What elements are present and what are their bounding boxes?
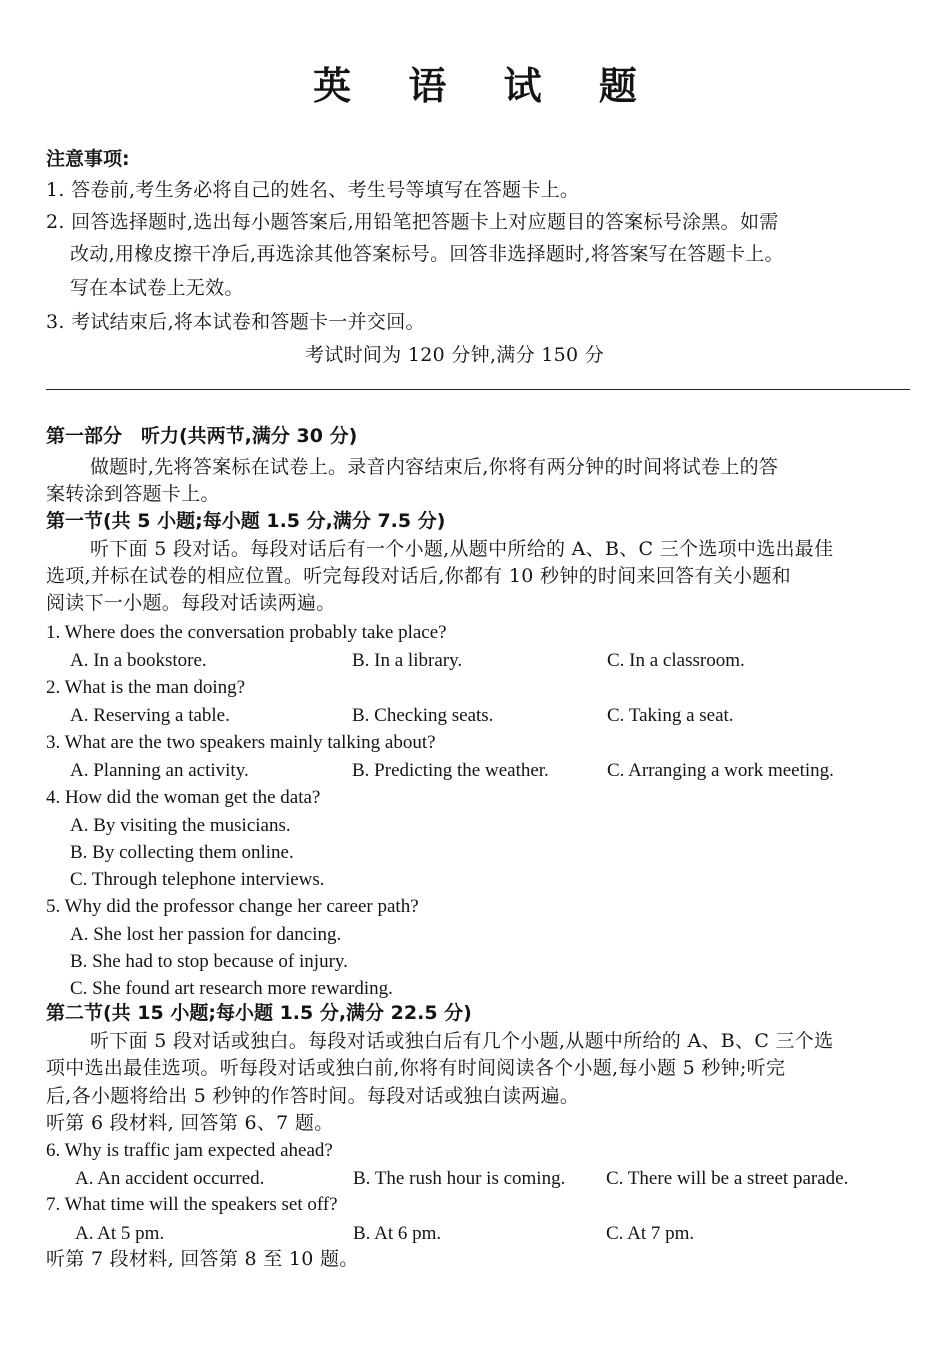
question-4-option-b: B. By collecting them online. xyxy=(70,842,294,863)
section2-intro-line-2: 项中选出最佳选项。听每段对话或独白前,你将有时间阅读各个小题,每小题 5 秒钟;听完 xyxy=(46,1057,786,1079)
section1-intro-line-2: 选项,并标在试卷的相应位置。听完每段对话后,你都有 10 秒钟的时间来回答有关小题和 xyxy=(46,565,791,587)
question-6-stem: 6. Why is traffic jam expected ahead? xyxy=(46,1140,333,1161)
notice-item-1: 1. 答卷前,考生务必将自己的姓名、考生号等填写在答题卡上。 xyxy=(46,179,580,201)
question-5-stem: 5. Why did the professor change her career path? xyxy=(46,896,419,917)
question-7-stem: 7. What time will the speakers set off? xyxy=(46,1194,338,1215)
question-2-option-c: C. Taking a seat. xyxy=(607,705,734,726)
section2-intro-line-1: 听下面 5 段对话或独白。每段对话或独白后有几个小题,从题中所给的 A、B、C 三个选 xyxy=(90,1030,834,1052)
material-6-instruction: 听第 6 段材料, 回答第 6、7 题。 xyxy=(46,1112,334,1134)
question-5-option-c: C. She found art research more rewarding. xyxy=(70,978,393,999)
part1-intro-line-2: 案转涂到答题卡上。 xyxy=(46,483,220,505)
notice-item-2-line-3: 写在本试卷上无效。 xyxy=(70,277,244,299)
question-1-option-a: A. In a bookstore. xyxy=(70,650,207,671)
question-3-option-b: B. Predicting the weather. xyxy=(352,760,549,781)
question-1-stem: 1. Where does the conversation probably take place? xyxy=(46,622,447,643)
part1-intro-line-1: 做题时,先将答案标在试卷上。录音内容结束后,你将有两分钟的时间将试卷上的答 xyxy=(90,456,779,478)
question-3-option-c: C. Arranging a work meeting. xyxy=(607,760,834,781)
question-6-option-b: B. The rush hour is coming. xyxy=(353,1168,566,1189)
section2-heading: 第二节(共 15 小题;每小题 1.5 分,满分 22.5 分) xyxy=(46,1002,472,1024)
question-7-option-c: C. At 7 pm. xyxy=(606,1223,695,1244)
notice-item-3: 3. 考试结束后,将本试卷和答题卡一并交回。 xyxy=(46,311,425,333)
question-1-option-b: B. In a library. xyxy=(352,650,463,671)
notice-item-2-line-2: 改动,用橡皮擦干净后,再选涂其他答案标号。回答非选择题时,将答案写在答题卡上。 xyxy=(70,243,784,265)
question-2-option-b: B. Checking seats. xyxy=(352,705,494,726)
exam-info: 考试时间为 120 分钟,满分 150 分 xyxy=(305,344,605,366)
material-7-instruction: 听第 7 段材料, 回答第 8 至 10 题。 xyxy=(46,1248,359,1270)
divider-rule xyxy=(46,389,910,390)
question-6-option-a: A. An accident occurred. xyxy=(75,1168,265,1189)
question-7-option-b: B. At 6 pm. xyxy=(353,1223,442,1244)
question-5-option-b: B. She had to stop because of injury. xyxy=(70,951,348,972)
section1-intro-line-3: 阅读下一小题。每段对话读两遍。 xyxy=(46,592,336,614)
page-title: 英 语 试 题 xyxy=(313,64,659,108)
question-3-stem: 3. What are the two speakers mainly talking about? xyxy=(46,732,436,753)
question-4-option-a: A. By visiting the musicians. xyxy=(70,815,291,836)
question-7-option-a: A. At 5 pm. xyxy=(75,1223,165,1244)
section2-intro-line-3: 后,各小题将给出 5 秒钟的作答时间。每段对话或独白读两遍。 xyxy=(46,1085,580,1107)
question-4-option-c: C. Through telephone interviews. xyxy=(70,869,325,890)
question-1-option-c: C. In a classroom. xyxy=(607,650,745,671)
question-3-option-a: A. Planning an activity. xyxy=(70,760,249,781)
section1-intro-line-1: 听下面 5 段对话。每段对话后有一个小题,从题中所给的 A、B、C 三个选项中选出最佳 xyxy=(90,538,834,560)
part1-heading: 第一部分 听力(共两节,满分 30 分) xyxy=(46,425,358,447)
notice-item-2-line-1: 2. 回答选择题时,选出每小题答案后,用铅笔把答题卡上对应题目的答案标号涂黑。如需 xyxy=(46,211,779,233)
section1-heading: 第一节(共 5 小题;每小题 1.5 分,满分 7.5 分) xyxy=(46,510,446,532)
question-2-option-a: A. Reserving a table. xyxy=(70,705,230,726)
question-6-option-c: C. There will be a street parade. xyxy=(606,1168,849,1189)
notice-heading: 注意事项: xyxy=(46,148,130,170)
question-2-stem: 2. What is the man doing? xyxy=(46,677,246,698)
question-4-stem: 4. How did the woman get the data? xyxy=(46,787,321,808)
question-5-option-a: A. She lost her passion for dancing. xyxy=(70,924,342,945)
